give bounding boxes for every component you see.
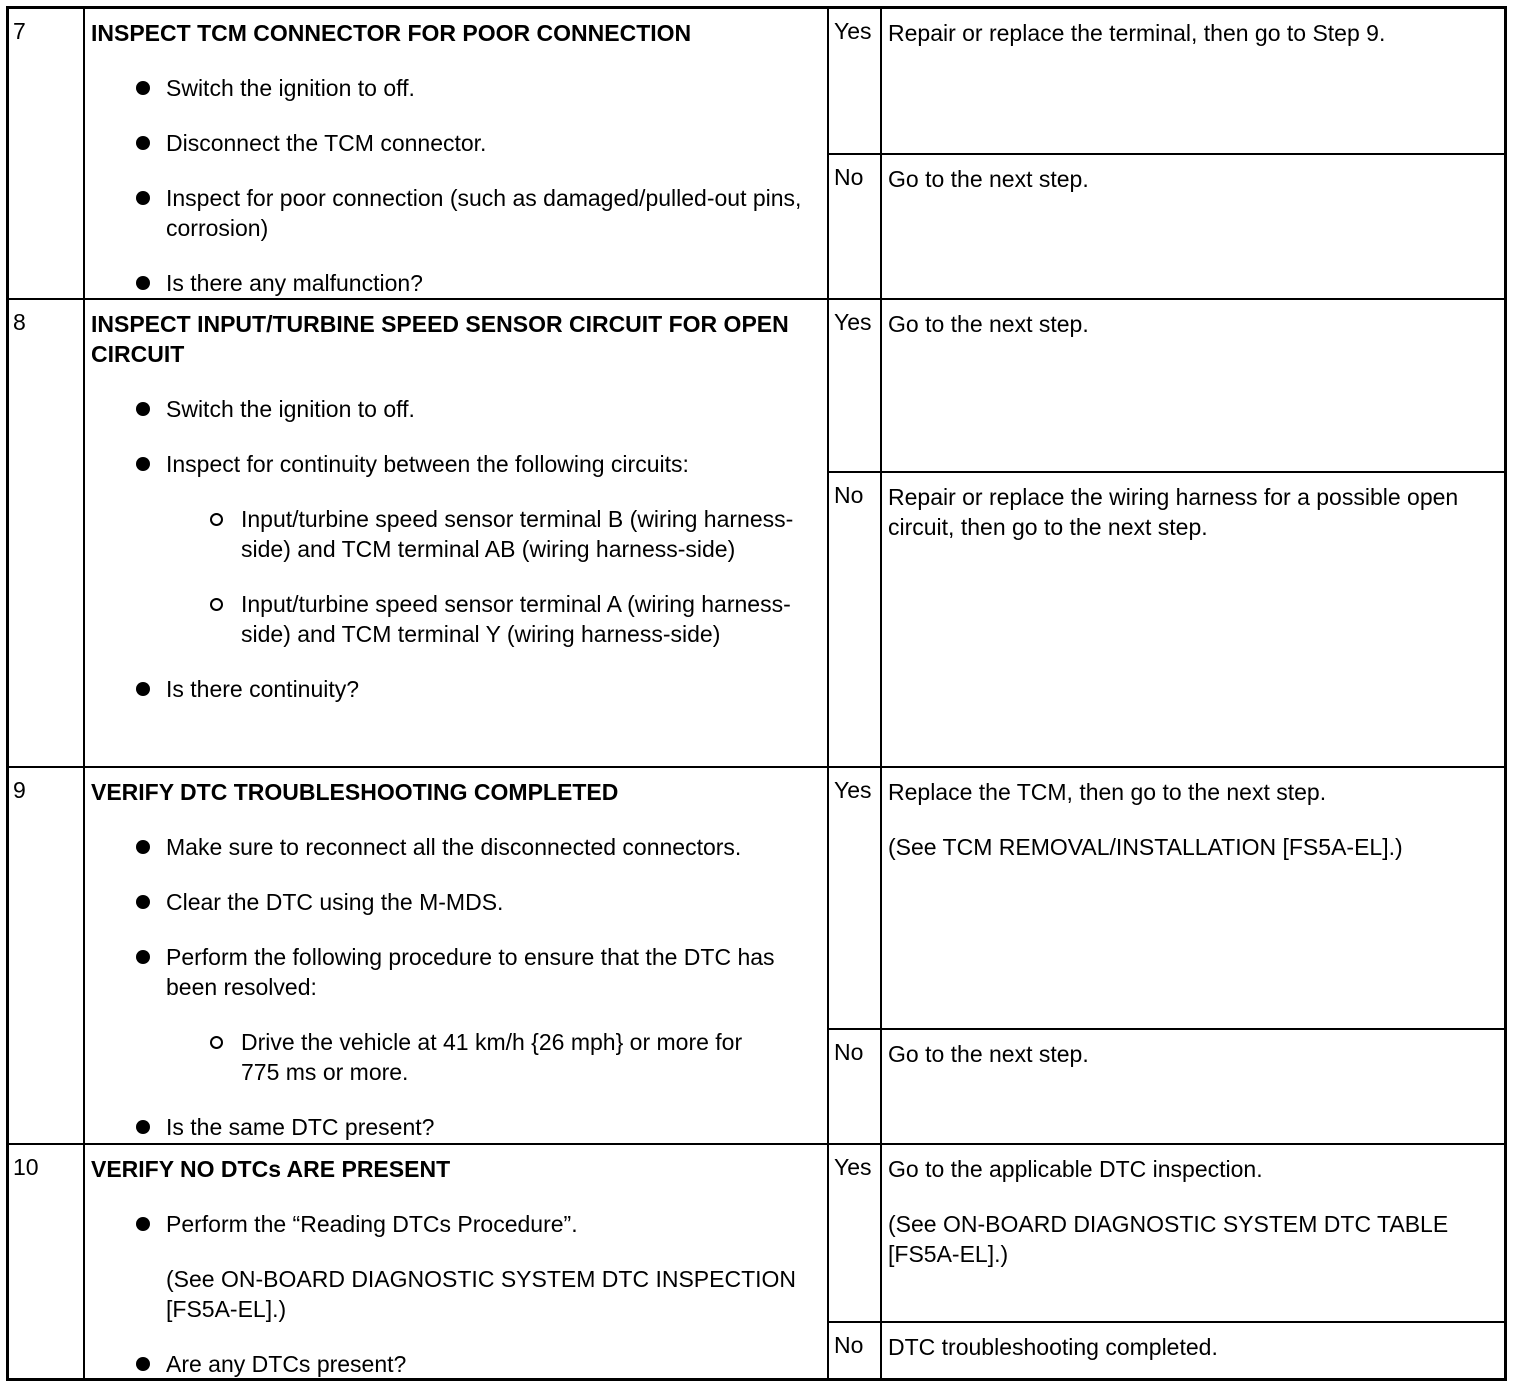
yes-result — [829, 768, 1504, 1030]
no-action — [882, 1030, 1504, 1143]
action-text: Repair or replace the terminal, then go to Step 9. — [888, 20, 1386, 46]
yes-label: Yes — [829, 1145, 882, 1321]
troubleshooting-table — [6, 6, 1507, 1381]
action-text: Replace the TCM, then go to the next step. — [888, 779, 1327, 805]
no-label: No — [829, 473, 882, 766]
step-title: VERIFY DTC TROUBLESHOOTING COMPLETED — [91, 779, 619, 805]
no-action — [882, 473, 1504, 766]
step-title: INSPECT INPUT/TURBINE SPEED SENSOR CIRCUIT FOR OPEN CIRCUIT — [91, 311, 789, 367]
action-text: Go to the next step. — [888, 311, 1089, 337]
sub-bullet-item: Input/turbine speed sensor terminal A (wiring harness-side) and TCM terminal Y (wiring harness-side) — [91, 589, 827, 649]
bullet-item: Switch the ignition to off. — [91, 394, 827, 424]
step-row-7 — [9, 9, 1504, 300]
sub-bullet-item: Drive the vehicle at 41 km/h {26 mph} or more for 775 ms or more. — [91, 1027, 827, 1087]
step-number: 10 — [9, 1145, 85, 1378]
result-column — [829, 768, 1504, 1143]
no-action — [882, 155, 1504, 298]
bullet-item: Perform the following procedure to ensure that the DTC has been resolved: — [91, 942, 827, 1002]
step-title: VERIFY NO DTCs ARE PRESENT — [91, 1156, 451, 1182]
action-text: Repair or replace the wiring harness for a possible open circuit, then go to the next step. — [888, 484, 1459, 540]
step-description — [85, 1145, 829, 1378]
yes-action — [882, 768, 1504, 1028]
bullet-item: Is there any malfunction? — [91, 268, 827, 298]
sub-bullet-item: Input/turbine speed sensor terminal B (wiring harness-side) and TCM terminal AB (wiring harness-side) — [91, 504, 827, 564]
bullet-item: Are any DTCs present? — [91, 1349, 827, 1379]
step-row-8 — [9, 300, 1504, 768]
bullet-item: Inspect for continuity between the following circuits: — [91, 449, 827, 479]
no-label: No — [829, 1030, 882, 1143]
step-row-9 — [9, 768, 1504, 1145]
bullet-item: Perform the “Reading DTCs Procedure”. — [91, 1209, 827, 1239]
bullet-item: Switch the ignition to off. — [91, 73, 827, 103]
yes-label: Yes — [829, 300, 882, 471]
yes-result — [829, 1145, 1504, 1323]
step-number: 8 — [9, 300, 85, 766]
yes-action — [882, 300, 1504, 471]
step-description — [85, 300, 829, 766]
reference-note: (See ON-BOARD DIAGNOSTIC SYSTEM DTC INSPECTION [FS5A-EL].) — [166, 1266, 797, 1322]
step-row-10 — [9, 1145, 1504, 1378]
step-description — [85, 768, 829, 1143]
step-title: INSPECT TCM CONNECTOR FOR POOR CONNECTION — [91, 20, 692, 46]
bullet-item: Disconnect the TCM connector. — [91, 128, 827, 158]
step-number: 9 — [9, 768, 85, 1143]
no-result — [829, 473, 1504, 766]
yes-result — [829, 300, 1504, 473]
step-description — [85, 9, 829, 298]
yes-label: Yes — [829, 9, 882, 153]
yes-action — [882, 9, 1504, 153]
action-text: Go to the next step. — [888, 1041, 1089, 1067]
yes-label: Yes — [829, 768, 882, 1028]
action-text: Go to the applicable DTC inspection. — [888, 1156, 1263, 1182]
no-result — [829, 1323, 1504, 1378]
reference-text: (See ON-BOARD DIAGNOSTIC SYSTEM DTC TABLE [FS5A-EL].) — [888, 1211, 1449, 1267]
yes-action — [882, 1145, 1504, 1321]
no-label: No — [829, 1323, 882, 1378]
action-text: DTC troubleshooting completed. — [888, 1334, 1218, 1360]
result-column — [829, 300, 1504, 766]
yes-result — [829, 9, 1504, 155]
result-column — [829, 1145, 1504, 1378]
no-result — [829, 1030, 1504, 1143]
bullet-item: Clear the DTC using the M-MDS. — [91, 887, 827, 917]
bullet-item: Inspect for poor connection (such as damaged/pulled-out pins, corrosion) — [91, 183, 827, 243]
bullet-item: Is there continuity? — [91, 674, 827, 704]
no-result — [829, 155, 1504, 298]
step-number: 7 — [9, 9, 85, 298]
bullet-item: Is the same DTC present? — [91, 1112, 827, 1142]
result-column — [829, 9, 1504, 298]
no-label: No — [829, 155, 882, 298]
reference-text: (See TCM REMOVAL/INSTALLATION [FS5A-EL].) — [888, 834, 1403, 860]
bullet-item: Make sure to reconnect all the disconnected connectors. — [91, 832, 827, 862]
no-action — [882, 1323, 1504, 1378]
action-text: Go to the next step. — [888, 166, 1089, 192]
